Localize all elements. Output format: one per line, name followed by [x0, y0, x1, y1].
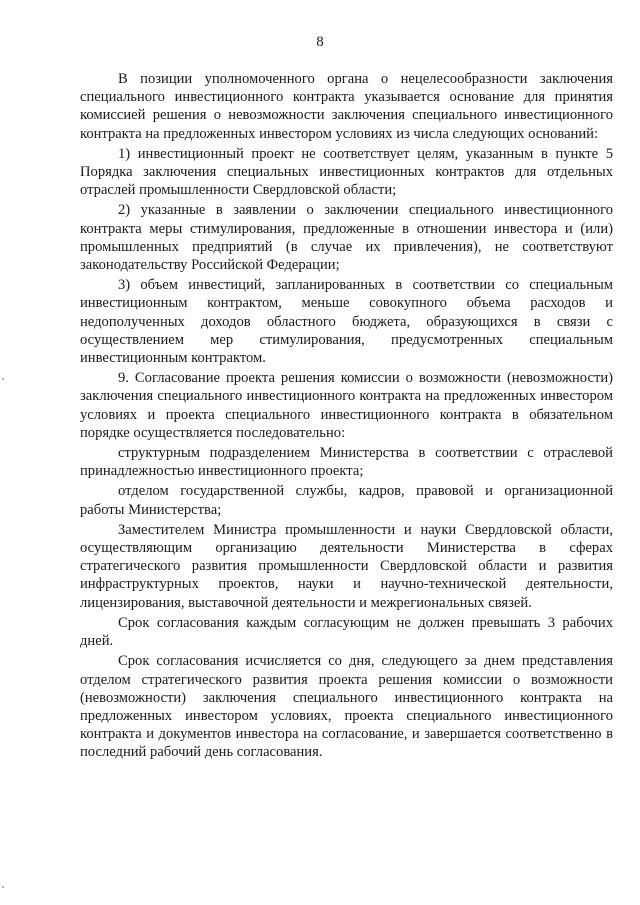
paragraph-reason-3: 3) объем инвестиций, запланированных в соответствии со специальным инвестиционным контрактом, меньше совокупного объема расходов и недополученных доходов областного бюджета, образующихся в связи с осуществлением мер стимулирования, предусмотренных специальным инвестиционным контрактом. — [80, 277, 613, 367]
paragraph-approver-1: структурным подразделением Министерства в соответствии с отраслевой принадлежностью инвестиционного проекта; — [80, 445, 613, 480]
paragraph-approver-2: отделом государственной службы, кадров, правовой и организационной работы Министерства; — [80, 483, 613, 518]
paragraph-approval-term: Срок согласования каждым согласующим не должен превышать 3 рабочих дней. — [80, 614, 613, 650]
scan-margin-mark — [2, 378, 4, 380]
paragraph-clause-9: 9. Согласование проекта решения комиссии о возможности (невозможности) заключения специального инвестиционного контракта на предложенных инвестором условиях и проекта специального инвестиционного контракта в обязательном порядке осуществляется последовательно: — [80, 370, 613, 441]
page-number: 8 — [316, 34, 324, 50]
body-text — [80, 70, 613, 762]
scan-margin-mark — [2, 886, 4, 888]
paragraph-approver-3: Заместителем Министра промышленности и науки Свердловской области, осуществляющим организацию деятельности Министерства в сферах стратегического развития промышленности Свердловской области и развития инфраструктурных проектов, науки и научно-технической деятельности, лицензирования, выставочной деятельности и межрегиональных связей. — [80, 521, 613, 611]
paragraph-reason-2: 2) указанные в заявлении о заключении специального инвестиционного контракта меры стимулирования, предложенные в отношении инвестора и (или) промышленных предприятий (в случае их привлечения), не соответствуют законодательству Российской Федерации; — [80, 202, 613, 274]
paragraph-position-basis: В позиции уполномоченного органа о нецелесообразности заключения специального инвестиционного контракта указывается основание для принятия комиссией решения о невозможности заключения специального инвестиционного контракта на предложенных инвестором условиях из числа следующих оснований: — [80, 71, 613, 142]
paragraph-term-calculation: Срок согласования исчисляется со дня, следующего за днем представления отделом стратегического развития проекта решения комиссии о возможности (невозможности) заключения специального инвестиционного контракта на предложенных инвестором условиях, проекта специального инвестиционного контракта и документов инвестора на согласование, и завершается соответственно в последний рабочий день согласования. — [80, 653, 613, 761]
paragraph-reason-1: 1) инвестиционный проект не соответствует целям, указанным в пункте 5 Порядка заключения специальных инвестиционных контрактов для отдельных отраслей промышленности Свердловской области; — [80, 145, 613, 199]
